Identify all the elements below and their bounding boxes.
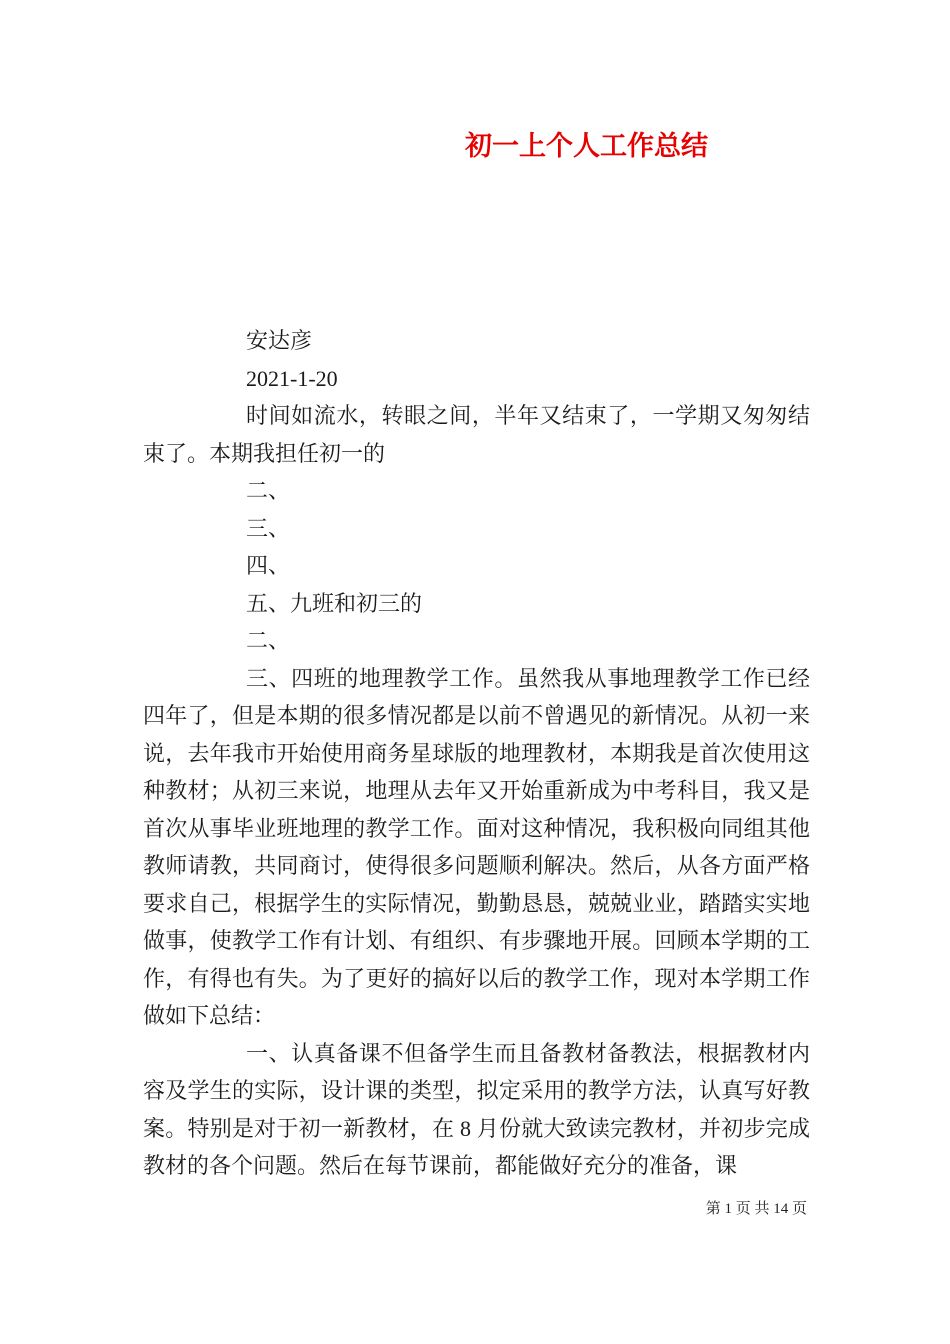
document-body bbox=[143, 322, 810, 1185]
document-content bbox=[143, 126, 810, 1185]
paragraph-author: 安达彦 bbox=[246, 328, 313, 353]
paragraph-lesson-preparation: 一、认真备课不但备学生而且备教材备教法，根据教材内容及学生的实际，设计课的类型，拟定采用的教学方法，认真写好教案。特别是对于初一新教材，在 8 月份就大致读完教材，并初步完成教材的各个问题。然后在每节课前，都能做好充分的准备，课 bbox=[143, 1040, 810, 1178]
paragraph-list-item-4: 四、 bbox=[246, 553, 291, 578]
paragraph-list-item-5: 五、九班和初三的 bbox=[246, 590, 423, 616]
paragraph-teaching-overview: 三、四班的地理教学工作。虽然我从事地理教学工作已经四年了，但是本期的很多情况都是以前不曾遇见的新情况。从初一来说，去年我市开始使用商务星球版的地理教材，本期我是首次使用这种教材；从初三来说，地理从去年又开始重新成为中考科目，我又是首次从事毕业班地理的教学工作。面对这种情况，我积极向同组其他教师请教，共同商讨，使得很多问题顺利解决。然后，从各方面严格要求自己，根据学生的实际情况，勤勤恳恳，兢兢业业，踏踏实实地做事，使教学工作有计划、有组织、有步骤地开展。回顾本学期的工作，有得也有失。为了更好的搞好以后的教学工作，现对本学期工作做如下总结： bbox=[143, 665, 810, 1028]
paragraph-list-item-2b: 二、 bbox=[246, 628, 291, 653]
paragraph-list-item-3: 三、 bbox=[246, 515, 291, 541]
paragraph-list-item-2: 二、 bbox=[246, 478, 291, 503]
page-number: 第 1 页 共 14 页 bbox=[705, 1201, 807, 1217]
paragraph-intro: 时间如流水，转眼之间，半年又结束了，一学期又匆匆结束了。本期我担任初一的 bbox=[143, 403, 810, 466]
paragraph-date: 2021-1-20 bbox=[246, 365, 338, 391]
document-title: 初一上个人工作总结 bbox=[465, 131, 708, 161]
